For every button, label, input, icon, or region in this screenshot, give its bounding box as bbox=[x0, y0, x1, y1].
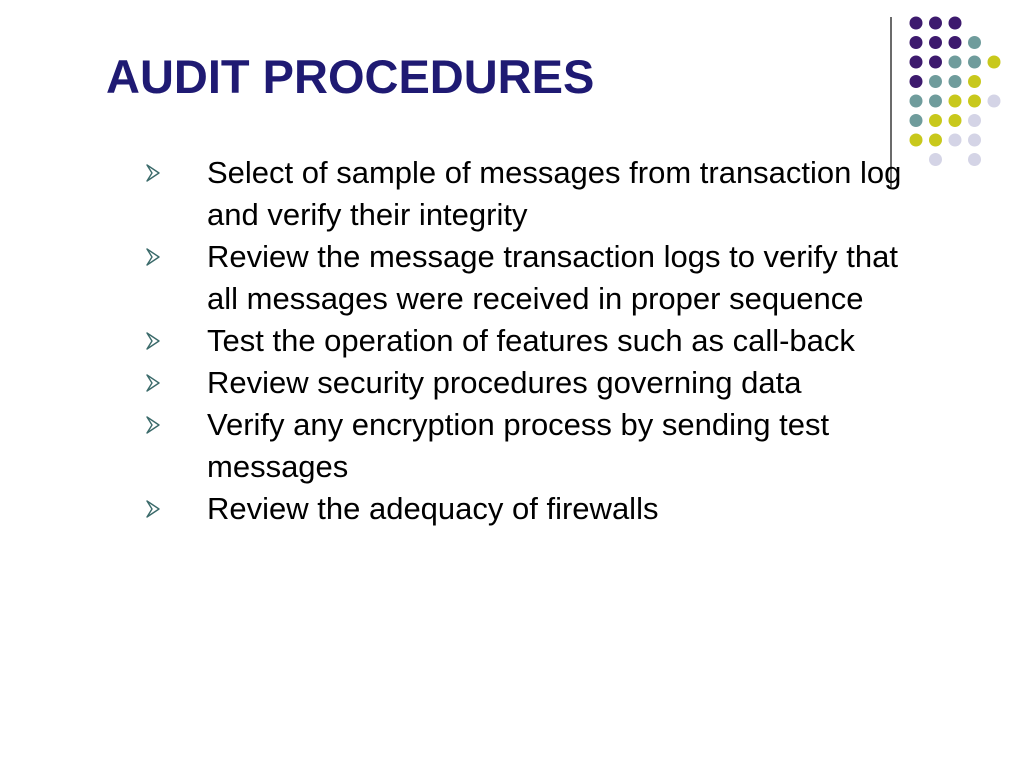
decorative-dot bbox=[949, 17, 962, 30]
arrowhead-bullet-icon bbox=[145, 331, 161, 351]
decorative-dot bbox=[910, 134, 923, 147]
decorative-dot bbox=[968, 114, 981, 127]
decorative-dot bbox=[968, 75, 981, 88]
bullet-item bbox=[145, 362, 925, 404]
decorative-dot bbox=[910, 95, 923, 108]
decorative-dot bbox=[929, 56, 942, 69]
decorative-dot bbox=[949, 114, 962, 127]
bullet-text: Review the adequacy of firewalls bbox=[207, 491, 659, 526]
decorative-dot bbox=[968, 95, 981, 108]
bullet-text: Test the operation of features such as call-back bbox=[207, 323, 855, 358]
bullet-item bbox=[145, 320, 925, 362]
decorative-dot bbox=[929, 36, 942, 49]
decorative-dot-grid bbox=[903, 10, 1013, 170]
bullet-item bbox=[145, 236, 925, 320]
arrowhead-bullet-icon bbox=[145, 415, 161, 435]
decorative-dot bbox=[988, 56, 1001, 69]
decorative-dot bbox=[968, 36, 981, 49]
decorative-dot bbox=[988, 95, 1001, 108]
decorative-dot bbox=[949, 36, 962, 49]
bullet-text: Verify any encryption process by sending test messages bbox=[207, 407, 830, 484]
bullet-item bbox=[145, 404, 925, 488]
decorative-dot bbox=[929, 95, 942, 108]
decorative-dot bbox=[929, 134, 942, 147]
decorative-dot bbox=[929, 75, 942, 88]
decorative-dot bbox=[910, 75, 923, 88]
decorative-dot bbox=[929, 114, 942, 127]
bullet-list bbox=[145, 152, 925, 530]
bullet-text: Review security procedures governing data bbox=[207, 365, 802, 400]
bullet-text: Select of sample of messages from transaction log and verify their integrity bbox=[207, 155, 902, 232]
decorative-dot bbox=[910, 17, 923, 30]
arrowhead-bullet-icon bbox=[145, 373, 161, 393]
decorative-dot bbox=[949, 56, 962, 69]
decorative-dot bbox=[968, 153, 981, 166]
bullet-item bbox=[145, 488, 925, 530]
bullet-item bbox=[145, 152, 925, 236]
slide-title: AUDIT PROCEDURES bbox=[106, 50, 595, 103]
arrowhead-bullet-icon bbox=[145, 247, 161, 267]
decorative-dot bbox=[910, 36, 923, 49]
decorative-dot bbox=[949, 75, 962, 88]
decorative-dot bbox=[949, 95, 962, 108]
decorative-dot bbox=[929, 153, 942, 166]
decorative-dot bbox=[910, 56, 923, 69]
bullet-text: Review the message transaction logs to verify that all messages were received in proper sequence bbox=[207, 239, 898, 316]
decorative-dot bbox=[949, 134, 962, 147]
decorative-dot bbox=[929, 17, 942, 30]
arrowhead-bullet-icon bbox=[145, 163, 161, 183]
decorative-dot bbox=[968, 134, 981, 147]
arrowhead-bullet-icon bbox=[145, 499, 161, 519]
decorative-dot bbox=[968, 56, 981, 69]
decorative-dot bbox=[910, 114, 923, 127]
